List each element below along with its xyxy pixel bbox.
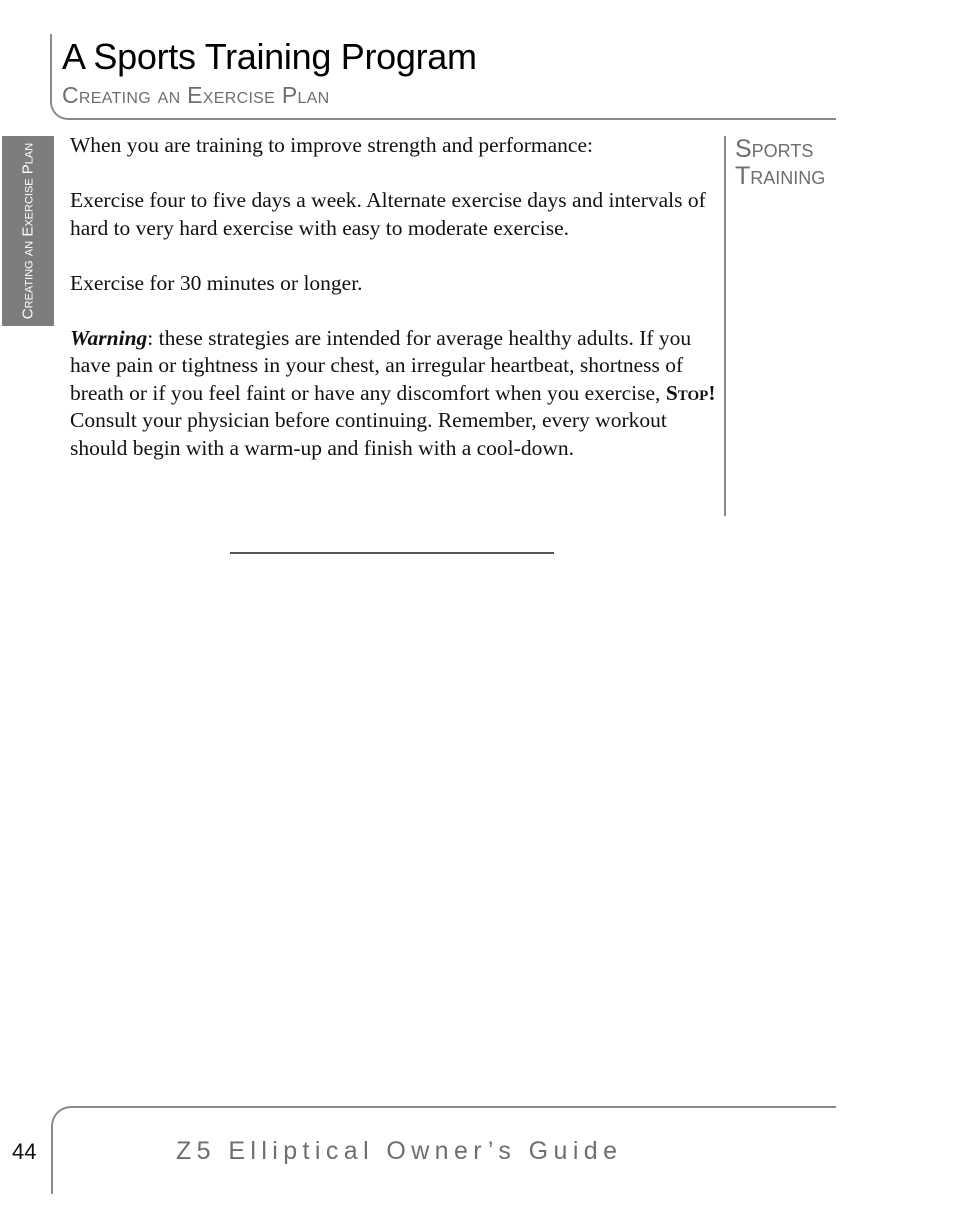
intro-paragraph: When you are training to improve strength and performance: bbox=[70, 133, 593, 157]
margin-divider bbox=[724, 136, 726, 516]
margin-heading: Sports Training bbox=[735, 135, 826, 190]
section-end-rule bbox=[230, 552, 554, 554]
duration-paragraph: Exercise for 30 minutes or longer. bbox=[70, 270, 363, 295]
frequency-paragraph: Exercise four to five days a week. Alternate exercise days and intervals of hard to very hard exercise with easy to moderate exercise. bbox=[70, 188, 706, 240]
guide-title: Z5 Elliptical Owner’s Guide bbox=[176, 1137, 623, 1165]
section-subtitle: Creating an Exercise Plan bbox=[62, 82, 330, 108]
page-number: 44 bbox=[12, 1139, 37, 1164]
page-title: A Sports Training Program bbox=[62, 36, 477, 77]
side-tab-label: Creating an Exercise Plan bbox=[19, 142, 37, 320]
warning-label: Warning bbox=[70, 325, 148, 350]
warning-text-end: Consult your physician before continuing. Remember, every workout should begin with a warm-up and finish with a cool-down. bbox=[70, 408, 667, 460]
side-tab bbox=[2, 136, 54, 326]
warning-paragraph bbox=[70, 325, 720, 463]
main-content bbox=[70, 132, 720, 490]
warning-text-start: : these strategies are intended for average healthy adults. If you have pain or tightness in your chest, an irregular heartbeat, shortness of breath or if you feel faint or have any discomfort when you exercise, bbox=[70, 325, 692, 405]
stop-word: Stop! bbox=[665, 380, 716, 405]
